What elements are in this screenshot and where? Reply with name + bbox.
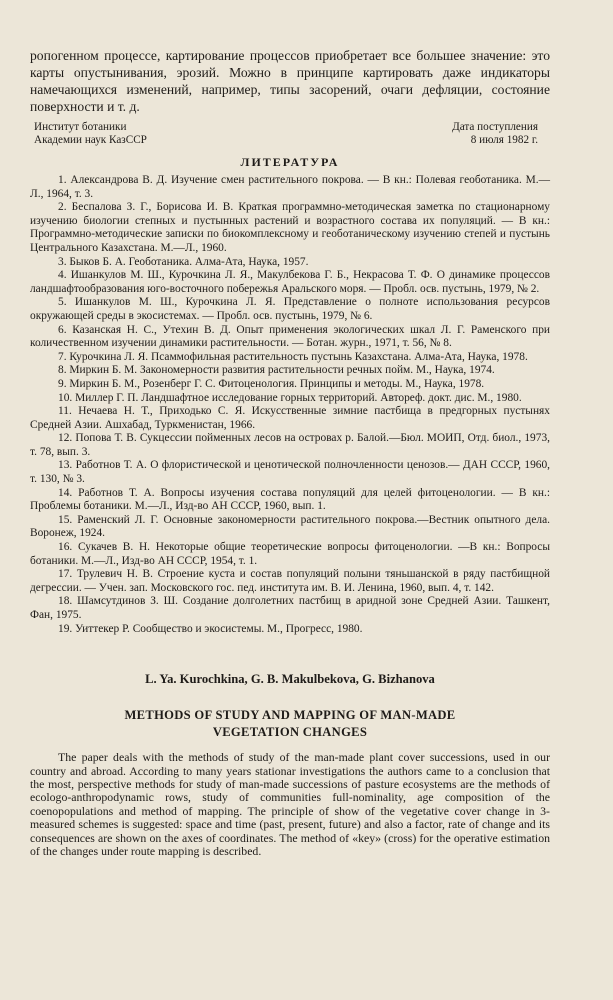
english-title — [30, 707, 550, 741]
reference-item: 5. Ишанкулов М. Ш., Курочкина Л. Я. Представление о полноте использования ресурсов окружающей среды в экосистемах. — Пробл. осв. пустынь, 1979, № 6. — [30, 296, 550, 322]
english-title-line-1: METHODS OF STUDY AND MAPPING OF MAN-MADE — [124, 708, 456, 723]
literature-heading: ЛИТЕРАТУРА — [240, 155, 340, 169]
reference-item: 1. Александрова В. Д. Изучение смен растительного покрова. — В кн.: Полевая геоботаника. М.—Л., 1964, т. 3. — [30, 174, 550, 200]
reference-item: 4. Ишанкулов М. Ш., Курочкина Л. Я., Макулбекова Г. Б., Некрасова Т. Ф. О динамике процессов ландшафтообразования юго-восточного побережья Аральского моря. — Пробл. осв. пустынь, 1979, № 2. — [30, 269, 550, 295]
reference-list — [30, 174, 550, 636]
reference-item: 14. Работнов Т. А. Вопросы изучения состава популяций для целей фитоценологии. — В кн.: Проблемы ботаники. М.—Л., Изд-во АН СССР, 1960, вып. 1. — [30, 486, 550, 513]
received-date — [452, 121, 550, 147]
reference-item: 12. Попова Т. В. Сукцессии пойменных лесов на островах р. Балой.—Бюл. МОИП, Отд. биол., 1973, т. 78, вып. 3. — [30, 432, 550, 458]
reference-item: 16. Сукачев В. Н. Некоторые общие теоретические вопросы фитоценологии. —В кн.: Вопросы ботаники. М.—Л., Изд-во АН СССР, 1954, т. 1. — [30, 541, 550, 567]
english-authors: L. Ya. Kurochkina, G. B. Makulbekova, G. Bizhanova — [145, 672, 435, 687]
reference-item: 17. Трулевич Н. В. Строение куста и состав популяций полыни тяньшанской в ряду пастбищной дегрессии. — Учен. зап. Московского гос. пед. института им. В. И. Ленина, 1960, вып. 4, т. 142. — [30, 568, 550, 594]
institute-affiliation — [30, 121, 147, 147]
page — [30, 47, 550, 858]
institute-line-2: Академии наук КазССР — [34, 134, 147, 146]
reference-item: 15. Раменский Л. Г. Основные закономерности растительного покрова.—Вестник опытного дела. Воронеж, 1924. — [30, 513, 550, 540]
institute-line-1: Институт ботаники — [34, 121, 127, 133]
reference-item: 13. Работнов Т. А. О флористической и ценотической полночленности ценозов.— ДАН СССР, 1960, т. 130, № 3. — [30, 459, 550, 486]
intro-text: ропогенном процессе, картирование процессов приобретает все большее значение: это карты опустынивания, эрозий. Можно в принципе картировать даже индикаторы намечающихся изменений, например, типы засорений, очаги дефляции, состояние поверхности и т. д. — [30, 48, 550, 114]
received-line-2: 8 июля 1982 г. — [470, 134, 538, 146]
reference-item: 6. Казанская Н. С., Утехин В. Д. Опыт применения экологических шкал Л. Г. Раменского при количественном изучении динамики растительности. — Ботан. журн., 1971, т. 56, № 8. — [30, 323, 550, 350]
english-abstract — [30, 751, 550, 858]
reference-item: 3. Быков Б. А. Геоботаника. Алма-Ата, Наука, 1957. — [58, 255, 309, 268]
abstract-text: The paper deals with the methods of study of the man-made plant cover successions, used in our country and abroad. According to many years stationar investigations the authors came to a conclusion that the most, perspective methods for study of man-made successions of pasture ecosystems are the methods of ecologo-anthropodynamic rows, study of communities full-nominality, age composition of the coenopopulations and method of mapping. The principle of show of the vegetative cover change in 3-measured schemes is suggested: space and time (past, present, future) and also a factor, rate of change and its consequences are shown on the axes of coordinates. The method of «key» (cross) for the operative estimation of the changes under route mapping is described. — [30, 750, 550, 859]
reference-item: 9. Миркин Б. М., Розенберг Г. С. Фитоценология. Принципы и методы. М., Наука, 1978. — [58, 377, 485, 390]
english-title-line-2: VEGETATION CHANGES — [212, 725, 368, 740]
signature-block — [30, 121, 550, 147]
reference-item: 7. Курочкина Л. Я. Псаммофильная растительность пустынь Казахстана. Алма-Ата, Наука, 1978. — [58, 350, 528, 363]
reference-item: 8. Миркин Б. М. Закономерности развития растительности речных пойм. М., Наука, 1974. — [58, 364, 495, 377]
reference-item: 10. Миллер Г. П. Ландшафтное исследование горных территорий. Автореф. докт. дис. М., 1980. — [58, 391, 522, 404]
received-line-1: Дата поступления — [452, 121, 538, 133]
reference-item: 11. Нечаева Н. Т., Приходько С. Я. Искусственные зимние пастбища в предгорных пустынях Средней Азии. Ашхабад, Туркменистан, 1966. — [30, 405, 550, 431]
reference-item: 19. Уиттекер Р. Сообщество и экосистемы. М., Прогресс, 1980. — [58, 622, 363, 635]
intro-paragraph — [30, 47, 550, 115]
reference-item: 18. Шамсутдинов З. Ш. Создание долголетних пастбищ в аридной зоне Средней Азии. Ташкент, Фан, 1975. — [30, 595, 550, 621]
reference-item: 2. Беспалова З. Г., Борисова И. В. Краткая программно-методическая заметка по стационарному изучению биологии степных и пустынных растений и возрастного состава их популяций. — В кн.: Программно-методические записки по биокомплексному и геоботаническому изучению степей и пустынь Центрального Казахстана. М.—Л., 1960. — [30, 201, 550, 254]
